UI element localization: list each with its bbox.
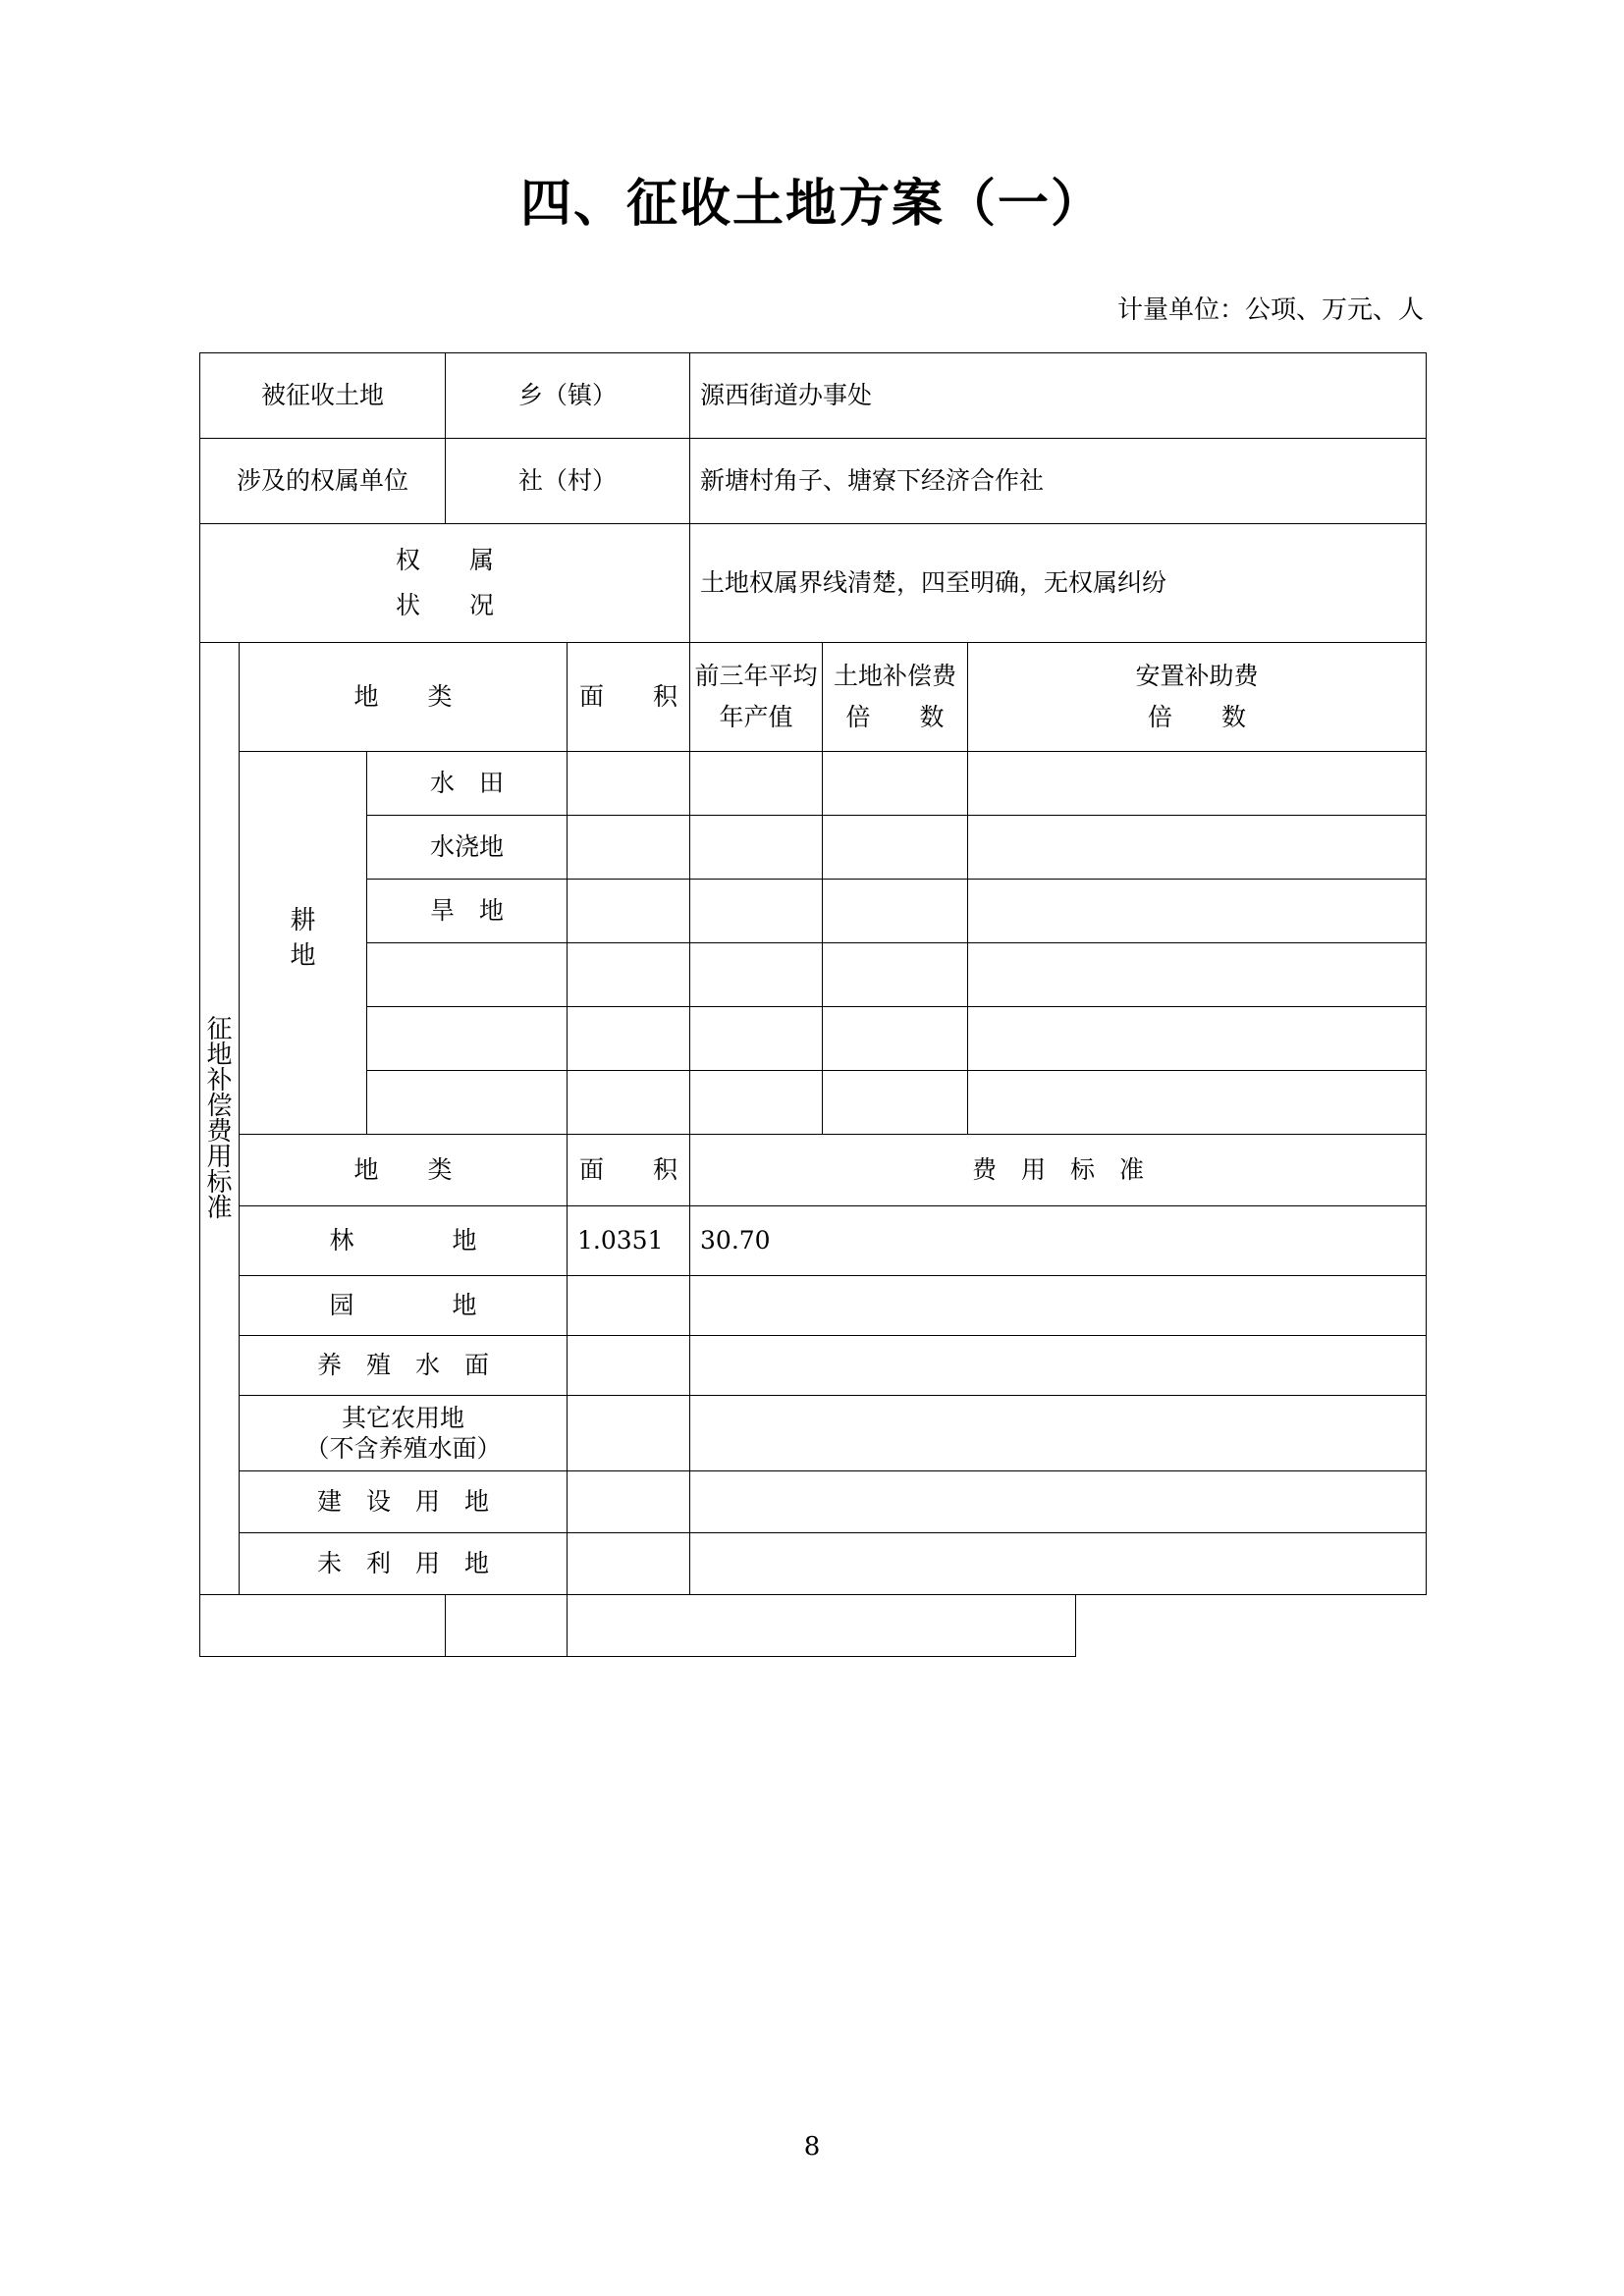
- land-comp-value: [823, 943, 968, 1007]
- avg-yield-value: [690, 943, 823, 1007]
- table-row-ownership-status: [200, 524, 1427, 643]
- header-average-annual-yield: [690, 643, 823, 752]
- value-township: 源西街道办事处: [690, 353, 1427, 439]
- table-row-blank: [200, 943, 1427, 1007]
- header-resettlement-subsidy-multiplier: [968, 643, 1427, 752]
- fee-standard-value: [568, 1595, 1076, 1657]
- table-row-forest-land: [200, 1206, 1427, 1276]
- land-area-value: [568, 1276, 690, 1336]
- label-ownership-status: [200, 524, 690, 643]
- avg-yield-value: [690, 1071, 823, 1135]
- land-type-name: [367, 1007, 568, 1071]
- vlabel-char-5: 用: [206, 1142, 233, 1172]
- table-row-section-a-header: [200, 643, 1427, 752]
- land-area-value: [568, 1007, 690, 1071]
- fee-standard-value: [690, 1533, 1427, 1595]
- table-row-blank: [200, 1071, 1427, 1135]
- group-label-cultivated-top: 耕: [290, 906, 316, 936]
- header-avg-yield-line1: 前三年平均: [694, 661, 818, 690]
- resettle-value: [968, 1007, 1427, 1071]
- land-type-name: 林 地: [240, 1206, 568, 1276]
- land-area-value: [568, 1336, 690, 1396]
- fee-standard-value: [690, 1336, 1427, 1396]
- header-area-b: 面 积: [568, 1135, 690, 1206]
- table-row-township: [200, 353, 1427, 439]
- table-row-blank: [200, 1595, 1427, 1657]
- table-row-other-agricultural-land: [200, 1396, 1427, 1471]
- land-comp-value: [823, 816, 968, 880]
- label-acquired-land: 被征收土地: [200, 353, 446, 439]
- header-resettle-line2: 倍 数: [1148, 703, 1247, 731]
- vlabel-char-1: 地: [206, 1040, 233, 1070]
- fee-standard-value: 30.70: [690, 1206, 1427, 1276]
- page-number: 8: [803, 2132, 821, 2162]
- avg-yield-value: [690, 816, 823, 880]
- vlabel-char-3: 偿: [206, 1091, 233, 1121]
- table-row-irrigated-land: [200, 816, 1427, 880]
- resettle-value: [968, 752, 1427, 816]
- header-avg-yield-line2: 年产值: [719, 703, 793, 731]
- vertical-label-compensation-standard: [200, 643, 240, 1595]
- resettle-value: [968, 1071, 1427, 1135]
- land-type-name: 旱 地: [367, 880, 568, 943]
- header-fee-standard: 费 用 标 准: [690, 1135, 1427, 1206]
- land-area-value: [446, 1595, 568, 1657]
- value-ownership-status: 土地权属界线清楚，四至明确，无权属纠纷: [690, 524, 1427, 643]
- land-comp-value: [823, 1071, 968, 1135]
- avg-yield-value: [690, 1007, 823, 1071]
- land-type-name: [200, 1595, 446, 1657]
- land-type-name: 未 利 用 地: [240, 1533, 568, 1595]
- header-land-compensation-multiplier: [823, 643, 968, 752]
- land-type-name: 养 殖 水 面: [240, 1336, 568, 1396]
- land-area-value: [568, 943, 690, 1007]
- land-type-name: 建 设 用 地: [240, 1471, 568, 1533]
- resettle-value: [968, 816, 1427, 880]
- vlabel-char-0: 征: [206, 1014, 233, 1044]
- header-land-comp-line1: 土地补偿费: [834, 661, 957, 690]
- land-type-name: 水浇地: [367, 816, 568, 880]
- table-row-dry-land: [200, 880, 1427, 943]
- table-row-aquaculture-surface: [200, 1336, 1427, 1396]
- land-comp-value: [823, 752, 968, 816]
- resettle-value: [968, 880, 1427, 943]
- resettle-value: [968, 943, 1427, 1007]
- land-comp-value: [823, 880, 968, 943]
- land-area-value: 1.0351: [568, 1206, 690, 1276]
- land-type-name: 其它农用地: [341, 1403, 464, 1432]
- land-area-value: [568, 1471, 690, 1533]
- fee-standard-value: [690, 1396, 1427, 1471]
- land-type-name-multiline: [240, 1396, 568, 1471]
- avg-yield-value: [690, 752, 823, 816]
- fee-standard-value: [690, 1471, 1427, 1533]
- label-township: 乡（镇）: [446, 353, 690, 439]
- land-type-name: 水 田: [367, 752, 568, 816]
- land-type-name: [367, 1071, 568, 1135]
- group-label-cultivated-bottom: 地: [290, 940, 316, 971]
- land-area-value: [568, 880, 690, 943]
- land-area-value: [568, 752, 690, 816]
- land-type-name: [367, 943, 568, 1007]
- vlabel-char-7: 准: [206, 1193, 233, 1223]
- header-land-type-a: 地 类: [240, 643, 568, 752]
- table-row-garden-land: [200, 1276, 1427, 1336]
- land-comp-value: [823, 1007, 968, 1071]
- vlabel-char-2: 补: [206, 1065, 233, 1095]
- land-area-value: [568, 816, 690, 880]
- measurement-unit-note: 计量单位：公项、万元、人: [1116, 295, 1424, 325]
- table-row-blank: [200, 1007, 1427, 1071]
- vlabel-char-4: 费: [206, 1116, 233, 1147]
- land-area-value: [568, 1533, 690, 1595]
- value-village: 新塘村角子、塘寮下经济合作社: [690, 439, 1427, 524]
- table-row-construction-land: [200, 1471, 1427, 1533]
- land-area-value: [568, 1071, 690, 1135]
- group-label-cultivated-land: [240, 752, 367, 1135]
- land-type-name: 园 地: [240, 1276, 568, 1336]
- vlabel-char-6: 标: [206, 1167, 233, 1198]
- land-type-name-sub: （不含养殖水面）: [304, 1434, 502, 1463]
- header-area-a: 面 积: [568, 643, 690, 752]
- ownership-status-label-line1: 权 属: [396, 546, 495, 575]
- avg-yield-value: [690, 880, 823, 943]
- header-land-comp-line2: 倍 数: [845, 703, 945, 731]
- table-row-paddy-field: [200, 752, 1427, 816]
- page-title: 四、征收土地方案（一）: [519, 174, 1104, 234]
- header-resettle-line1: 安置补助费: [1135, 661, 1259, 690]
- ownership-status-label-line2: 状 况: [396, 591, 495, 620]
- table-row-section-b-header: [200, 1135, 1427, 1206]
- table-row-village: [200, 439, 1427, 524]
- fee-standard-value: [690, 1276, 1427, 1336]
- header-land-type-b: 地 类: [240, 1135, 568, 1206]
- table-row-unused-land: [200, 1533, 1427, 1595]
- land-area-value: [568, 1396, 690, 1471]
- land-acquisition-table: [199, 352, 1427, 1657]
- label-ownership-unit: 涉及的权属单位: [200, 439, 446, 524]
- label-village: 社（村）: [446, 439, 690, 524]
